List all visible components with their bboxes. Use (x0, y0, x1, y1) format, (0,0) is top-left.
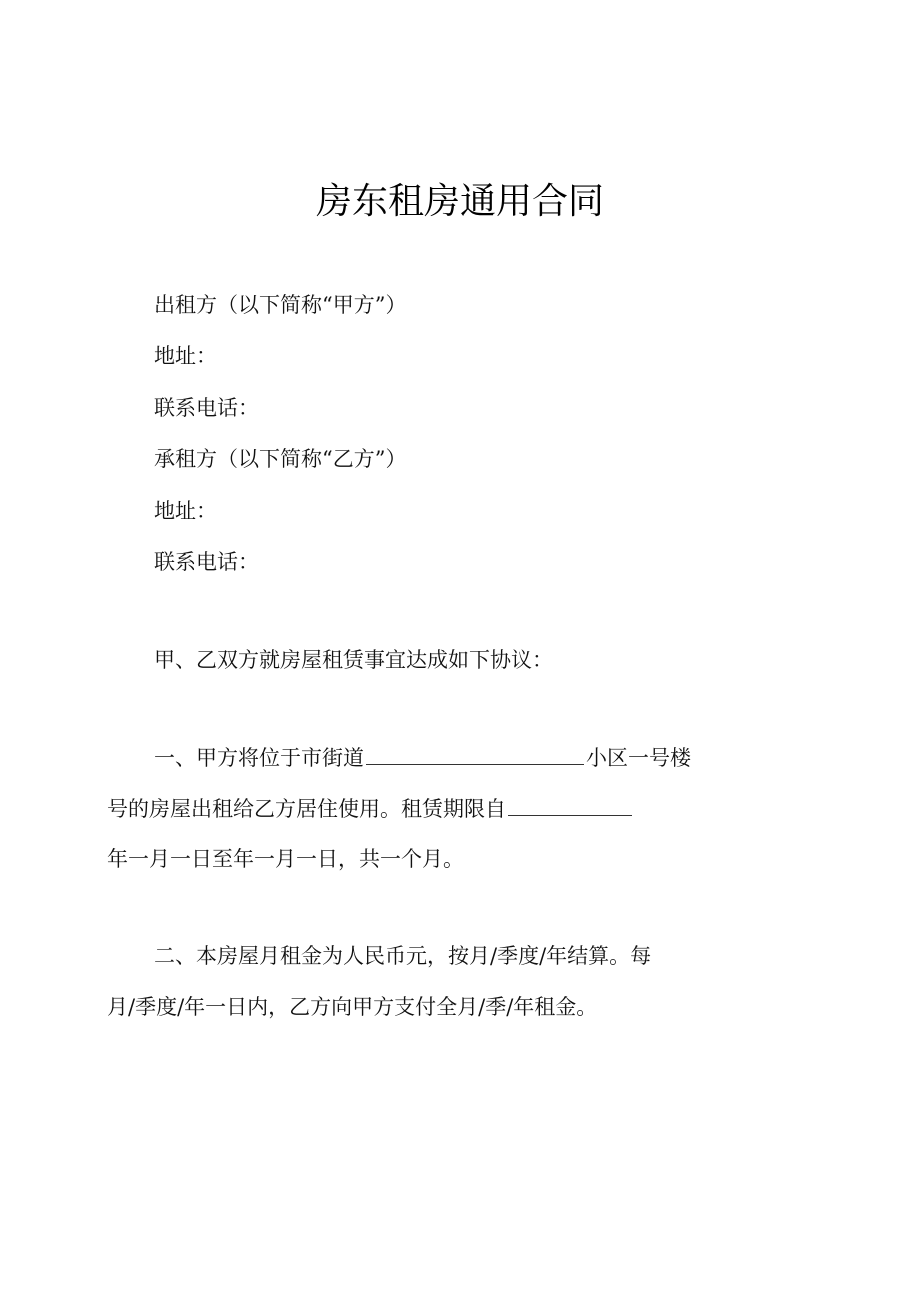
clause-1-line-1 (154, 742, 691, 773)
clause-1-text-b: 小区一号楼 (586, 746, 691, 770)
agreement-preamble: 甲、乙双方就房屋租赁事宜达成如下协议： (154, 648, 553, 672)
lessor-heading: 出租方（以下简称“甲方”） (154, 293, 407, 317)
term-blank-line (508, 793, 632, 816)
clause-1-line-3: 年一月一日至年一月一日，共一个月。 (107, 847, 464, 871)
lessee-phone-label: 联系电话： (154, 550, 259, 574)
lessee-address-label: 地址： (154, 499, 217, 523)
clause-2-line-1: 二、本房屋月租金为人民币元，按月/季度/年结算。每 (154, 944, 652, 968)
lessee-heading: 承租方（以下简称“乙方”） (154, 447, 407, 471)
clause-1-text-c: 号的房屋出租给乙方居住使用。租赁期限自 (107, 797, 506, 821)
document-title: 房东租房通用合同 (315, 181, 604, 222)
street-blank-line (366, 742, 584, 765)
clause-1-line-2 (107, 793, 634, 824)
clause-2-line-2: 月/季度/年一日内，乙方向甲方支付全月/季/年租金。 (107, 995, 598, 1019)
clause-1-text-a: 一、甲方将位于市街道 (154, 746, 364, 770)
lessor-address-label: 地址： (154, 344, 217, 368)
lessor-phone-label: 联系电话： (154, 396, 259, 420)
